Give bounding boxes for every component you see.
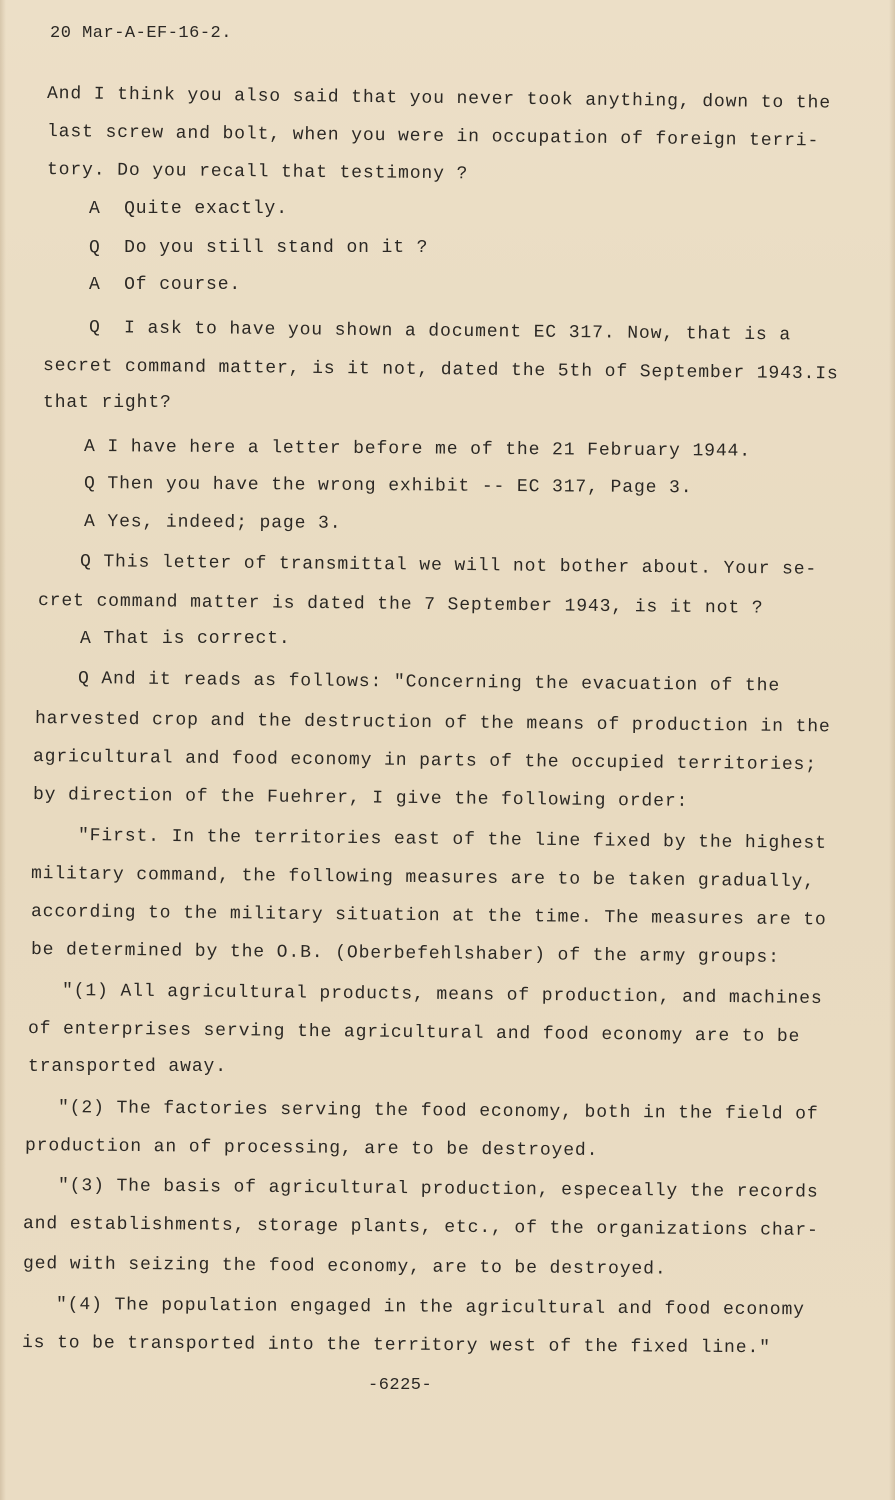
text-line: A That is correct. [80,629,291,649]
text-line: cret command matter is dated the 7 September 1943, is it not ? [37,591,764,619]
text-line: tory. Do you recall that testimony ? [46,160,469,185]
text-line: is to be transported into the territory west of the fixed line." [21,1333,771,1359]
text-line: production an of processing, are to be destroyed. [24,1136,599,1162]
text-line: be determined by the O.B. (Oberbefehlshaber) of the army groups: [30,940,780,968]
page-edge-shadow-right [889,0,895,1500]
text-line: "(1) All agricultural products, means of production, and machines [61,981,823,1009]
text-line: Q This letter of transmittal we will not bother about. Your se- [79,552,818,580]
page-reference: 20 Mar-A-EF-16-2. [50,24,232,43]
text-line: And I think you also said that you never took anything, down to the [46,84,832,114]
text-line: Q Do you still stand on it ? [89,238,429,258]
text-line: "(4) The population engaged in the agricultural and food economy [55,1295,805,1321]
text-line: "First. In the territories east of the line fixed by the highest [77,826,827,854]
text-line: A Quite exactly. [89,199,288,219]
text-line: military command, the following measures are to be taken gradually, [30,864,816,893]
text-line: last screw and bolt, when you were in occupation of foreign terri- [46,122,820,152]
text-line: A I have here a letter before me of the 21 February 1944. [83,437,752,462]
text-line: of enterprises serving the agricultural and food economy are to be [27,1019,801,1048]
text-line: and establishments, storage plants, etc., of the organizations char- [22,1214,819,1241]
text-line: transported away. [28,1057,227,1077]
text-line: "(2) The factories serving the food economy, both in the field of [57,1098,819,1125]
text-line: harvested crop and the destruction of the means of production in the [34,709,831,738]
text-line: ged with seizing the food economy, are to be destroyed. [22,1254,667,1280]
page-number: -6225- [368,1376,433,1395]
text-line: "(3) The basis of agricultural production, especeally the records [57,1176,819,1203]
text-line: Q I ask to have you shown a document EC 317. Now, that is a [88,318,792,346]
text-line: by direction of the Fuehrer, I give the following order: [32,785,689,812]
text-line: A Yes, indeed; page 3. [83,512,342,534]
page-edge-shadow-left [0,0,6,1500]
text-line: Q And it reads as follows: "Concerning the evacuation of the [77,669,781,697]
text-line: according to the military situation at the time. The measures are to [30,902,827,931]
text-line: A Of course. [89,275,242,295]
text-line: secret command matter, is it not, dated the 5th of September 1943.Is [42,356,839,385]
text-line: Q Then you have the wrong exhibit -- EC 317, Page 3. [83,474,693,499]
text-line: that right? [43,393,172,413]
text-line: agricultural and food economy in parts of the occupied territories; [32,747,818,776]
